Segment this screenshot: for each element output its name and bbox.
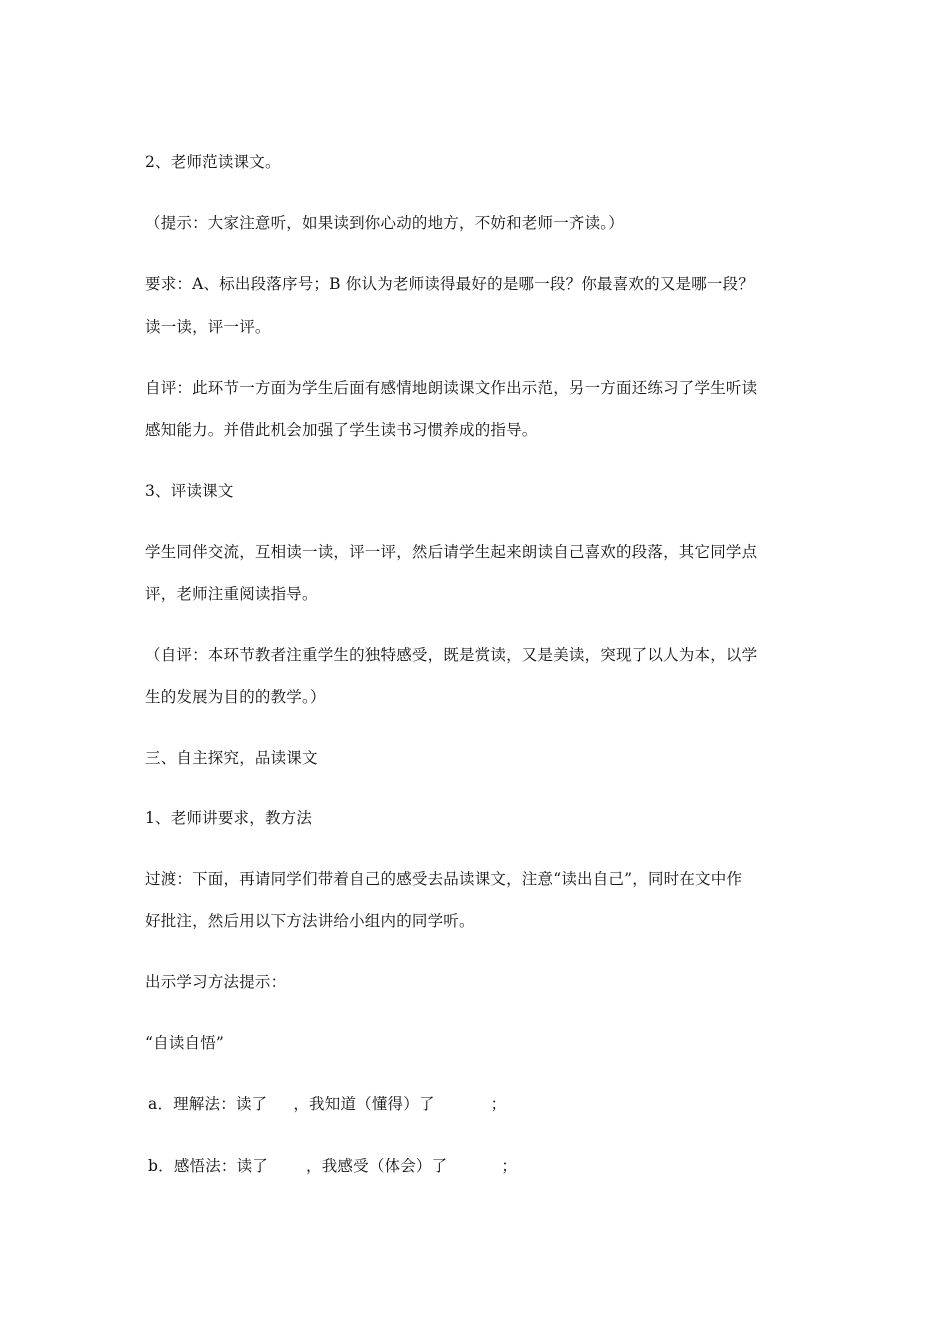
hint-paragraph: （提示：大家注意听，如果读到你心动的地方，不妨和老师一齐读。）: [145, 214, 624, 232]
method-a-line: [148, 1094, 506, 1114]
method-prompt-heading: 出示学习方法提示：: [145, 973, 287, 991]
peer-exchange-line-2: 评，老师注重阅读指导。: [145, 585, 318, 603]
method-b-label: b．感悟法：读了: [148, 1157, 269, 1175]
self-evaluation-line-1: 自评：此环节一方面为学生后面有感情地朗读课文作出示范，另一方面还练习了学生听读: [145, 379, 758, 397]
method-a-label: a．理解法：读了: [148, 1095, 268, 1113]
heading-evaluate-reading: 3、评读课文: [145, 482, 234, 500]
requirement-line-1: 要求：A、标出段落序号；B 你认为老师读得最好的是哪一段？你最喜欢的又是哪一段？: [145, 275, 755, 293]
transition-line-2: 好批注，然后用以下方法讲给小组内的同学听。: [145, 912, 475, 930]
transition-line-1: 过渡：下面，再请同学们带着自己的感受去品读课文，注意“读出自己”，同时在文中作: [145, 870, 743, 888]
peer-exchange-line-1: 学生同伴交流，互相读一读，评一评，然后请学生起来朗读自己喜欢的段落，其它同学点: [145, 543, 758, 561]
method-a-end: ；: [490, 1095, 507, 1113]
method-b-line: [148, 1156, 517, 1176]
section-three-heading: 三、自主探究，品读课文: [145, 749, 318, 767]
self-evaluation-line-2: 感知能力。并借此机会加强了学生读书习惯养成的指导。: [145, 421, 538, 439]
heading-teacher-requirements: 1、老师讲要求，教方法: [145, 809, 313, 827]
method-b-end: ；: [501, 1157, 518, 1175]
heading-teacher-reading: 2、老师范读课文。: [145, 153, 281, 171]
method-a-middle: ，我知道（懂得）了: [293, 1095, 435, 1113]
self-evaluation-2-line-1: （自评：本环节教者注重学生的独特感受，既是赏读，又是美读，突现了以人为本，以学: [145, 646, 758, 664]
requirement-line-2: 读一读，评一评。: [145, 318, 271, 336]
method-b-middle: ，我感受（体会）了: [306, 1157, 448, 1175]
self-read-self-realize: “自读自悟”: [145, 1034, 225, 1052]
self-evaluation-2-line-2: 生的发展为目的的教学。）: [145, 688, 326, 706]
